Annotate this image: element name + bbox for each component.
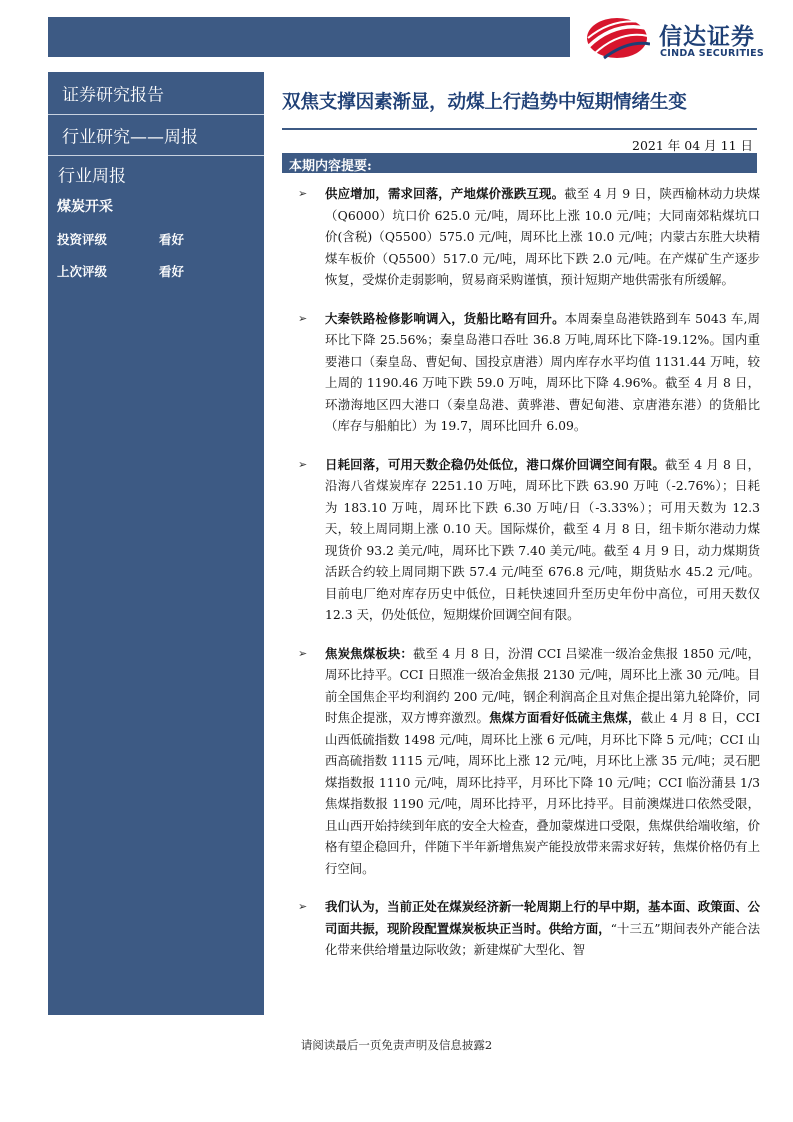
- industry-name: 煤炭开采: [57, 199, 113, 215]
- report-type: 证券研究报告: [62, 85, 164, 106]
- bullet-body: 截至 4 月 8 日，汾渭 CCI 吕梁准一级冶金焦报 1850 元/吨，周环比持平。CCI 日照准一级冶金焦报 2130 元/吨，周环比上涨 30 元/吨。目前全国焦企平均利润约 200 元/吨，钢企利润高企且对焦企提出第九轮降价，同时焦企提涨，双方博弈激烈。: [325, 645, 761, 725]
- report-weekly-label: 行业周报: [58, 166, 126, 187]
- list-item: [282, 454, 760, 626]
- summary-label: 本期内容提要:: [289, 159, 372, 174]
- company-logo: [584, 16, 784, 62]
- title-divider: [282, 128, 757, 130]
- header-bar: [48, 17, 570, 57]
- bullet-lead: 大秦铁路检修影响调入，货船比略有回升。: [325, 310, 565, 326]
- bullet-body: “十三五”期间表外产能合法化带来供给增量边际收敛；新建煤矿大型化、智: [325, 920, 760, 957]
- list-item: [282, 308, 760, 437]
- bullet-arrow-icon: ➢: [298, 900, 308, 913]
- logo-globe-icon: [584, 16, 650, 60]
- sidebar: [48, 72, 264, 1015]
- bullet-lead-secondary: 焦煤方面看好低硫主焦煤，: [489, 710, 641, 725]
- logo-text-cn: 信达证券: [659, 24, 755, 50]
- page-footer: [0, 1037, 793, 1053]
- bullet-arrow-icon: ➢: [298, 457, 308, 471]
- list-item: [282, 183, 760, 291]
- category-row: [48, 115, 264, 155]
- bullet-arrow-icon: ➢: [298, 311, 308, 325]
- weekly-row: [48, 156, 264, 192]
- bullet-body: 本周秦皇岛港铁路到车 5043 车,周环比下降 25.56%；秦皇岛港口吞吐 36.8 万吨,周环比下降-19.12%。国内重要港口（秦皇岛、曹妃甸、国投京唐港）周内库存水平均值 1131.44 万吨，较上周的 1190.46 万吨下跌 59.0 万吨，周环比下降 4.96%。截至 4 月 8 日，环渤海地区四大港口（秦皇岛港、黄骅港、曹妃甸港、京唐港东港）的货船比（库存与船舶比）为 19.7，周环比回升 6.09。: [325, 310, 760, 433]
- prev-rating-label: 上次评级: [57, 264, 108, 279]
- list-item: [282, 643, 760, 880]
- summary-list: [282, 183, 760, 978]
- prev-rating-value: 看好: [159, 264, 185, 279]
- logo-text-en: CINDA SECURITIES: [660, 48, 765, 59]
- bullet-lead: 我们认为，当前正处在煤炭经济新一轮周期上行的早中期，基本面、政策面、公司面共振，现阶段配置煤炭板块正当时。供给方面，: [325, 899, 760, 936]
- bullet-lead: 供应增加，需求回落，产地煤价涨跌互现。: [325, 186, 565, 201]
- bullet-body: 截至 4 月 8 日，沿海八省煤炭库存 2251.10 万吨，周环比下跌 63.90 万吨（-2.76%）；日耗为 183.10 万吨，周环比下跌 6.30 万吨/日（-3.33%）；可用天数为 12.3 天，较上周同期上涨 0.10 天。国际煤价，截至 4 月 8 日，纽卡斯尔港动力煤现货价 93.2 美元/吨，周环比下跌 7.40 美元/吨。截至 4 月 9 日，动力煤期货活跃合约较上周同期下跌 57.4 元/吨至 676.8 元/吨，期货贴水 45.2 元/吨。目前电厂绝对库存历史中低位，日耗快速回升至历史年份中高位，可用天数仅 12.3 天，仍处低位，短期煤价回调空间有限。: [325, 456, 761, 622]
- report-title: 双焦支撑因素渐显，动煤上行趋势中短期情绪生变: [282, 92, 687, 113]
- bullet-arrow-icon: ➢: [298, 646, 308, 660]
- bullet-lead: 焦炭焦煤板块：: [325, 645, 413, 661]
- bullet-arrow-icon: ➢: [298, 187, 308, 200]
- bullet-body-secondary: 截止 4 月 8 日，CCI 山西低硫指数 1498 元/吨，周环比上涨 6 元/吨，月环比下降 5 元/吨；CCI 山西高硫指数 1115 元/吨，周环比上涨 12 元/吨，月环比上涨 35 元/吨；灵石肥煤指数报 1110 元/吨，周环比持平，月环比下降 10 元/吨；CCI 临汾蒲县 1/3 焦煤指数报 1190 元/吨，周环比持平，月环比持平。目前澳煤进口依然受限，且山西开始持续到年底的安全大检查，叠加蒙煤进口受限，焦煤供给端收缩，价格有望企稳回升，伴随下半年新增焦炭产能投放带来需求好转，焦煤价格仍有上行空间。: [325, 710, 761, 876]
- bullet-lead: 日耗回落，可用天数企稳仍处低位，港口煤价回调空间有限。: [325, 456, 665, 472]
- summary-header: [282, 153, 757, 173]
- page-number: 2: [484, 1038, 493, 1052]
- report-type-row: [48, 72, 264, 114]
- list-item: [282, 896, 760, 961]
- invest-rating-label: 投资评级: [57, 232, 108, 247]
- invest-rating-value: 看好: [159, 232, 185, 247]
- report-date: 2021 年 04 月 11 日: [632, 138, 753, 153]
- report-category: 行业研究——周报: [62, 127, 198, 148]
- bullet-body: 截至 4 月 9 日，陕西榆林动力块煤（Q6000）坑口价 625.0 元/吨，周环比上涨 10.0 元/吨；大同南郊粘煤坑口价(含税)（Q5500）575.0 元/吨，周环比上涨 10.0 元/吨；内蒙古东胜大块精煤车板价（Q5500）517.0 元/吨，周环比下跌 2.0 元/吨。在产煤矿生产逐步恢复，受煤价走弱影响，贸易商采购谨慎，预计短期产地供需张有所缓解。: [325, 186, 761, 287]
- footer-disclaimer: 请阅读最后一页免责声明及信息披露: [300, 1038, 485, 1052]
